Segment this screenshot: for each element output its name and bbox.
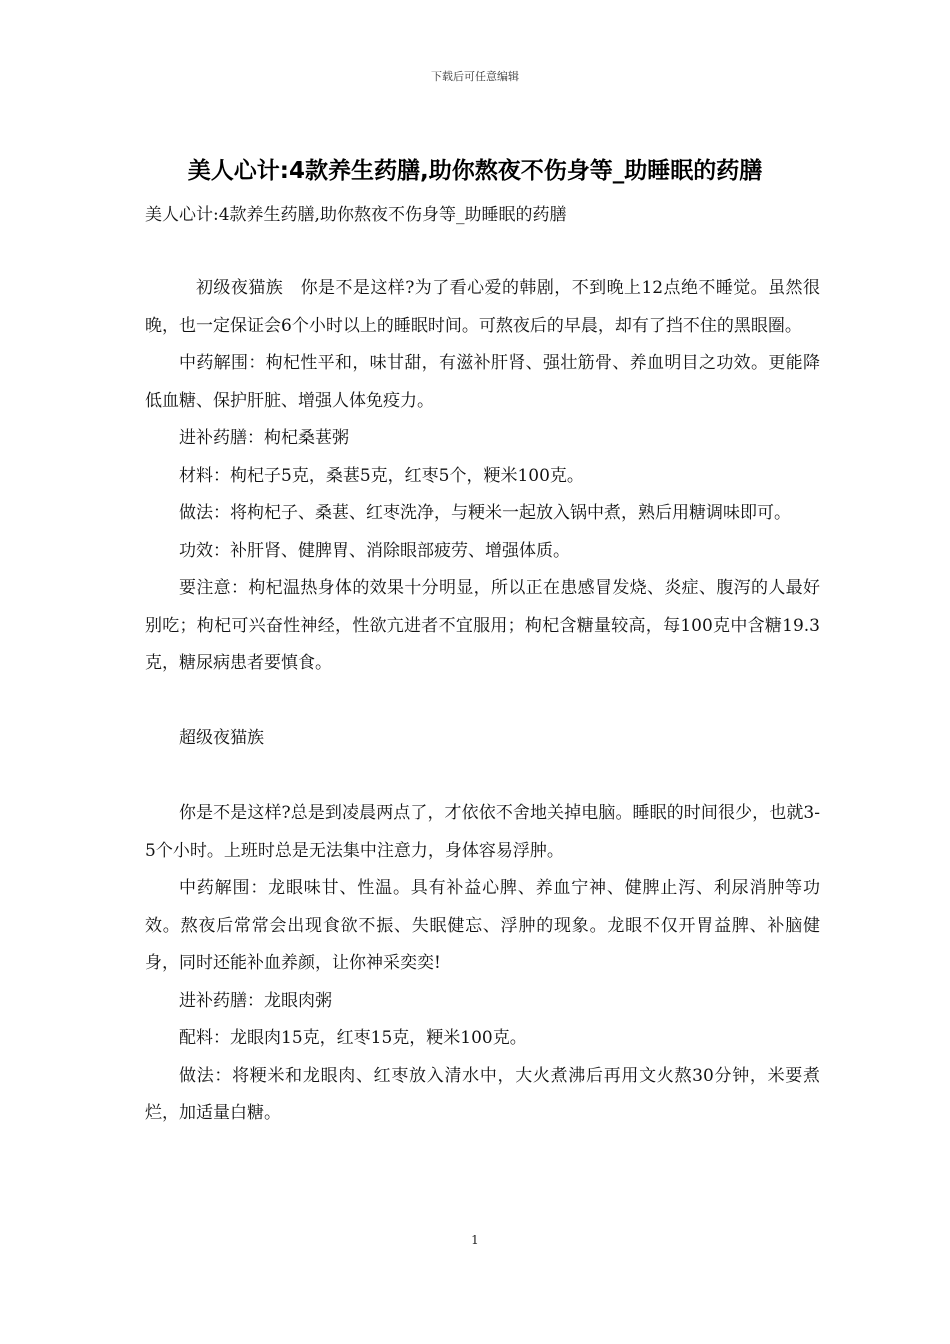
- document-title: 美人心计:4款养生药膳,助你熬夜不伤身等_助睡眠的药膳: [187, 158, 763, 184]
- page-number: 1: [471, 1233, 479, 1247]
- paragraph-caution: 要注意：枸杞温热身体的效果十分明显，所以正在患感冒发烧、炎症、腹泻的人最好别吃；枸杞可兴奋性神经，性欲亢进者不宜服用；枸杞含糖量较高，每100克中含糖19.3克，糖尿病患者要慎食。: [145, 578, 820, 673]
- blank-line: [145, 683, 820, 721]
- paragraph-herbal-explanation: 中药解围：枸杞性平和，味甘甜，有滋补肝肾、强壮筋骨、养血明目之功效。更能降低血糖、保护肝脏、增强人体免疫力。: [145, 353, 820, 411]
- paragraph-ingredients-longan: 配料：龙眼肉15克，红枣15克，粳米100克。: [179, 1028, 527, 1048]
- paragraph-method-longan: 做法：将粳米和龙眼肉、红枣放入清水中，大火煮沸后再用文火熬30分钟，米要煮烂，加适量白糖。: [145, 1065, 820, 1123]
- header-note: 下载后可任意编辑: [431, 70, 519, 83]
- paragraph-intro-super: 你是不是这样?总是到凌晨两点了，才依依不舍地关掉电脑。睡眠的时间很少，也就3-5个小时。上班时总是无法集中注意力，身体容易浮肿。: [145, 803, 820, 861]
- paragraph-effects: 功效：补肝肾、健脾胃、消除眼部疲劳、增强体质。: [179, 540, 570, 561]
- paragraph-intro-beginner: 初级夜猫族 你是不是这样?为了看心爱的韩剧，不到晚上12点绝不睡觉。虽然很晚，也一定保证会6个小时以上的睡眠时间。可熬夜后的早晨，却有了挡不住的黑眼圈。: [145, 278, 820, 336]
- paragraph-recipe-name-longan: 进补药膳：龙眼肉粥: [179, 990, 332, 1011]
- article-body: [145, 270, 820, 1133]
- blank-line: [145, 758, 820, 796]
- paragraph-recipe-name: 进补药膳：枸杞桑葚粥: [179, 428, 349, 448]
- paragraph-method: 做法：将枸杞子、桑葚、红枣洗净，与粳米一起放入锅中煮，熟后用糖调味即可。: [179, 503, 791, 523]
- paragraph-ingredients: 材料：枸杞子5克，桑葚5克，红枣5个，粳米100克。: [179, 465, 584, 486]
- document-subtitle: 美人心计:4款养生药膳,助你熬夜不伤身等_助睡眠的药膳: [145, 205, 567, 225]
- paragraph-herbal-explanation-longan: 中药解围：龙眼味甘、性温。具有补益心脾、养血宁神、健脾止泻、利尿消肿等功效。熬夜后常常会出现食欲不振、失眠健忘、浮肿的现象。龙眼不仅开胃益脾、补脑健身，同时还能补血养颜，让你神采奕奕!: [145, 878, 820, 973]
- section-heading-super: 超级夜猫族: [179, 728, 264, 748]
